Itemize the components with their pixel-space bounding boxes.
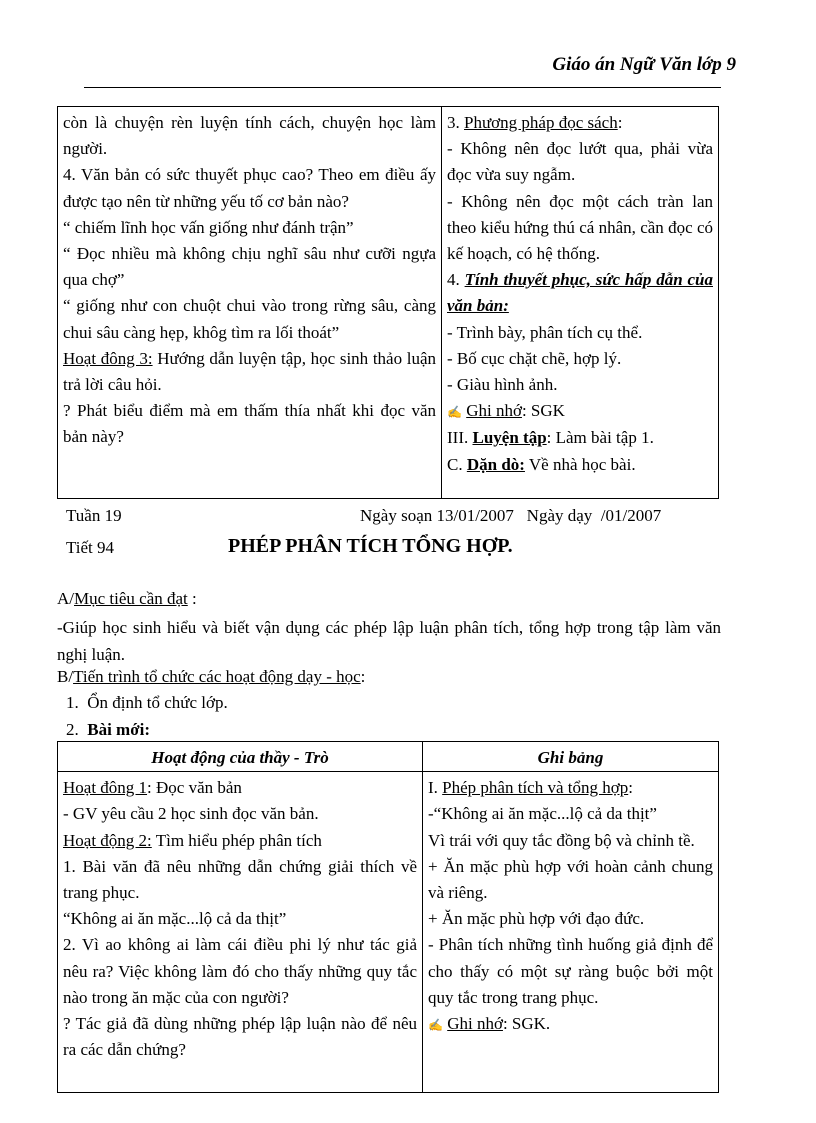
table2-right-line: + Ăn mặc phù hợp với đạo đức.: [428, 909, 645, 929]
table1-left-line: “ chiếm lĩnh học vấn giống như đánh trận”: [63, 217, 354, 237]
table2-right-line: Vì trái với quy tắc đồng bộ và chỉnh tề.: [428, 830, 695, 850]
continuation-table: [57, 106, 719, 499]
table2-right-line: + Ăn mặc phù hợp với hoàn cảnh chung và riêng.: [428, 856, 713, 903]
table1-right-line: - Bố cục chặt chẽ, hợp lý.: [447, 348, 622, 368]
activity-2-text: Tìm hiểu phép phân tích: [151, 830, 322, 850]
lesson-title: PHÉP PHÂN TÍCH TỔNG HỢP.: [228, 535, 513, 557]
section-a-body: -Giúp học sinh hiểu và biết vận dụng các phép lập luận phân tích, tổng hợp trong tập làm văn nghị luận.: [57, 618, 721, 664]
analysis-synthesis-heading: Phép phân tích và tổng hợp: [442, 778, 629, 798]
writing-hand-icon: ✍: [428, 1018, 443, 1033]
column-header-activities: Hoạt động của thầy - Trò: [58, 742, 423, 772]
table2-left-line: 2. Vì ao không ai làm cái điều phi lý như tác giả nêu ra? Việc không làm đó cho thấy những quy tắc nào trong ăn mặc của con người?: [63, 935, 417, 1007]
table1-left-line: “ giống như con chuột chui vào trong rừng sâu, càng chui sâu càng hẹp, khôg tìm ra lối thoát”: [63, 296, 436, 342]
activity-1-label: Hoạt đông 1: [63, 778, 148, 798]
remember-text: : SGK.: [502, 1014, 551, 1034]
lesson-dates: Ngày soạn 13/01/2007 Ngày dạy /01/2007: [360, 506, 662, 525]
section-a-title: Mục tiêu cần đạt: [74, 589, 188, 608]
activity-3-label: Hoạt đông 3:: [63, 348, 153, 368]
activity-2: [63, 828, 417, 854]
section-a-prefix: A/: [57, 589, 74, 608]
table1-left-line: còn là chuyện rèn luyện tính cách, chuyện học làm người.: [63, 113, 436, 159]
column-header-board: Ghi bảng: [423, 742, 719, 772]
table1-right-line: - Giàu hình ảnh.: [447, 375, 558, 395]
activity-1-text: : Đọc văn bản: [147, 778, 242, 798]
remember-label: Ghi nhớ: [466, 401, 522, 421]
period-label: Tiết 94: [66, 538, 115, 557]
list-item-1-text: Ổn định tổ chức lớp.: [87, 693, 228, 712]
homework-text: Về nhà học bài.: [524, 454, 636, 474]
activity-1: [63, 775, 417, 801]
activity-3-text: Hướng dẫn luyện tập, học sinh thảo luận trả lời câu hỏi.: [63, 348, 436, 395]
section-b-prefix: B/: [57, 667, 74, 686]
remember-text: : SGK: [521, 401, 565, 421]
practice-label: Luyện tập: [472, 428, 547, 448]
list-item-2-text: Bài mới:: [87, 720, 151, 739]
r10-prefix: C.: [447, 454, 467, 474]
table1-right-cell: [442, 107, 719, 499]
practice-text: : Làm bài tập 1.: [546, 428, 654, 448]
persuasiveness-heading: Tính thuyết phục, sức hấp dẫn của văn bản:: [447, 270, 713, 316]
table2-left-line: “Không ai ăn mặc...lộ cả da thịt”: [63, 909, 287, 929]
list-item-1: [66, 693, 228, 713]
page-header-title: Giáo án Ngữ Văn lớp 9: [552, 54, 736, 75]
header-divider: [84, 87, 721, 88]
table2-left-line: ? Tác giả đã dùng những phép lập luận nào để nêu ra các dẫn chứng?: [63, 1014, 417, 1060]
table2-left-line: - GV yêu cầu 2 học sinh đọc văn bản.: [63, 804, 319, 824]
table1-right-line: - Không nên đọc lướt qua, phải vừa đọc vừa suy ngẫm.: [447, 139, 713, 185]
table1-question: ? Phát biểu điểm mà em thấm thía nhất khi đọc văn bản này?: [63, 401, 436, 447]
table2-left-cell: [58, 772, 423, 1093]
activities-table: [57, 741, 719, 1093]
remember-label: Ghi nhớ: [447, 1014, 503, 1034]
list-number: 1.: [66, 693, 88, 712]
reading-method-heading: Phương pháp đọc sách: [464, 113, 618, 132]
r4-prefix: 4.: [447, 270, 465, 290]
table1-left-cell: [58, 107, 442, 499]
table1-left-line: 4. Văn bản có sức thuyết phục cao? Theo em điều ấy được tạo nên từ những yếu tố cơ bản nào?: [63, 165, 436, 211]
table2-right-cell: [423, 772, 719, 1093]
section-b-heading: [57, 667, 365, 687]
writing-hand-icon: ✍: [447, 405, 462, 420]
activity-3: [63, 346, 436, 398]
r1-suffix: :: [617, 113, 623, 132]
table2-right-line: -“Không ai ăn mặc...lộ cả da thịt”: [428, 804, 657, 824]
homework-label: Dặn dò:: [466, 454, 525, 474]
week-label: Tuần 19: [66, 506, 122, 525]
table1-right-line: - Không nên đọc một cách tràn lan theo kiểu hứng thú cá nhân, cần đọc có kế hoạch, có hệ thống.: [447, 191, 713, 264]
list-number: 2.: [66, 720, 88, 739]
table1-right-line: - Trình bày, phân tích cụ thể.: [447, 322, 643, 342]
list-item-2: [66, 720, 150, 740]
section-a-suffix: :: [187, 589, 197, 608]
activity-2-label: Hoạt động 2:: [63, 830, 152, 850]
table2-right-line: - Phân tích những tình huống giả định để cho thấy có một sự ràng buộc bởi một quy tắc trong trang phục.: [428, 935, 713, 1007]
t2-r1-prefix: I.: [428, 778, 443, 798]
section-a-heading: [57, 589, 197, 609]
t2-r1-suffix: :: [628, 778, 633, 798]
section-b-suffix: :: [360, 667, 366, 686]
table2-left-line: 1. Bài văn đã nêu những dẫn chứng giải thích về trang phục.: [63, 856, 417, 903]
r9-prefix: III.: [447, 428, 473, 448]
table1-left-line: “ Đọc nhiều mà không chịu nghĩ sâu như cưỡi ngựa qua chợ”: [63, 244, 436, 290]
r1-prefix: 3.: [447, 113, 464, 132]
section-b-title: Tiến trình tổ chức các hoạt động dạy - học: [73, 667, 361, 686]
